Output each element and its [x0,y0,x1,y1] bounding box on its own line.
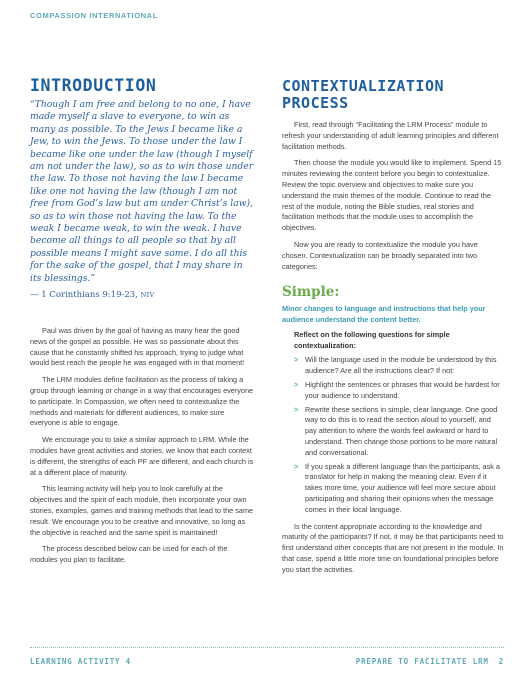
process-paragraph: First, read through “Facilitating the LRM Process” module to refresh your understanding of adult learning principles and different facilitation methods. [282,120,499,151]
arrow-bullet-icon: > [294,404,299,414]
reflection-list [282,355,504,515]
process-paragraph: Now you are ready to contextualize the module you have chosen. Contextualization can be broadly separated into two categories: [282,239,478,271]
footer-section-title: PREPARE TO FACILITATE LRM [355,657,489,666]
citation-version: NIV [140,291,155,300]
list-item [294,462,504,516]
list-item-text: If you speak a different language than the participants, ask a translator for help in making the meaning clear. Even if it takes more time, your audience will feel more secure about participating and sharing their opinions when the message comes in their local language. [305,461,500,514]
list-item [294,405,504,459]
footer-section-label [356,657,504,666]
introduction-body [30,326,255,566]
intro-paragraph: The process described below can be used for each of the modules you plan to facilitate. [30,544,228,565]
simple-description: Minor changes to language and instructions that help your audience understand the content better. [282,304,486,324]
process-paragraph: Then choose the module you would like to implement. Spend 15 minutes reviewing the content before you begin to contextualize. Review the topic overview and objectives to make sure you understand the main themes of the module. Continue to read the rest of the module, noting the Bible studies, real stories and facilitation methods that the module uses to accomplish the objectives. [282,158,502,233]
list-item-text: Highlight the sentences or phrases that would be hardest for your audience to understand. [305,379,500,400]
intro-paragraph: This learning activity will help you to look carefully at the objectives and the spirit of each module, then incorporate your own stories, examples, games and training methods that lead to the same result. We encourage you to be creative and innovative, so long as the objective is reached and the same spirit is maintained! [30,484,254,537]
footer-divider [30,647,504,648]
scripture-citation [30,290,255,300]
footer-activity-label: LEARNING ACTIVITY 4 [30,657,131,666]
list-item-text: Rewrite these sections in simple, clear language. One good way to do this is to read the section aloud to yourself, and pay attention to where the words feel awkward or hard to understand. Then change those portions to be more natural and conversational. [305,404,498,457]
list-item-text: Will the language used in the module be understood by this audience? Are all the instructions clear? If not: [305,355,497,376]
citation-reference: — 1 Corinthians 9:19-23, [30,290,138,301]
right-column [282,78,504,582]
simple-heading: Simple: [282,284,340,301]
intro-paragraph: The LRM modules define facilitation as the process of taking a group through learning or change in a way that encourages everyone to participate. In Compassion, we often need to contextualize the methods and materials for different audiences, to make sure everyone is able to engage. [30,375,254,428]
contextualization-body [282,120,504,272]
arrow-bullet-icon: > [294,379,299,389]
reflect-label: Reflect on the following questions for simple contextualization: [294,330,450,350]
org-header: COMPASSION INTERNATIONAL [30,11,158,20]
introduction-heading: INTRODUCTION [30,76,157,95]
list-item [294,355,504,377]
scripture-quote: “Though I am free and belong to no one, I have made myself a slave to everyone, to win as many as possible. To the Jews I became like a Jew, to win the Jews. To those under the law I became like one under the law (though I myself am not under the law), so as to win those under the law. To those not having the law I became like one not having the law (though I am not free from God’s law but am under Christ’s law), so as to win those not having the law. To the weak I became weak, to win the weak. I have become all things to all people so that by all possible means I might save some. I do all this for the sake of the gospel, that I may share in its blessings.” [30,99,254,284]
closing-paragraph: Is the content appropriate according to the knowledge and maturity of the participants? If not, it may be that participants need to first understand other concepts that are not present in the module. In that case, spend a little more time on foundational principles before you start the activities. [282,521,504,574]
arrow-bullet-icon: > [294,461,299,471]
arrow-bullet-icon: > [294,355,299,365]
left-column [30,78,255,572]
list-item [294,380,504,402]
page-number: 2 [498,657,504,666]
contextualization-heading: CONTEXTUALIZATION PROCESS [282,77,445,112]
intro-paragraph: We encourage you to take a similar approach to LRM. While the modules have great activities and stories, we know that each context is different, the strengths of each PF are different, and each church is at a different place of maturity. [30,435,254,477]
intro-paragraph: Paul was driven by the goal of having as many hear the good news of the gospel as possible. He was so passionate about this cause that he constantly shifted his approach, trying to judge what would best reach the people he was engaged with in that moment! [30,326,245,368]
